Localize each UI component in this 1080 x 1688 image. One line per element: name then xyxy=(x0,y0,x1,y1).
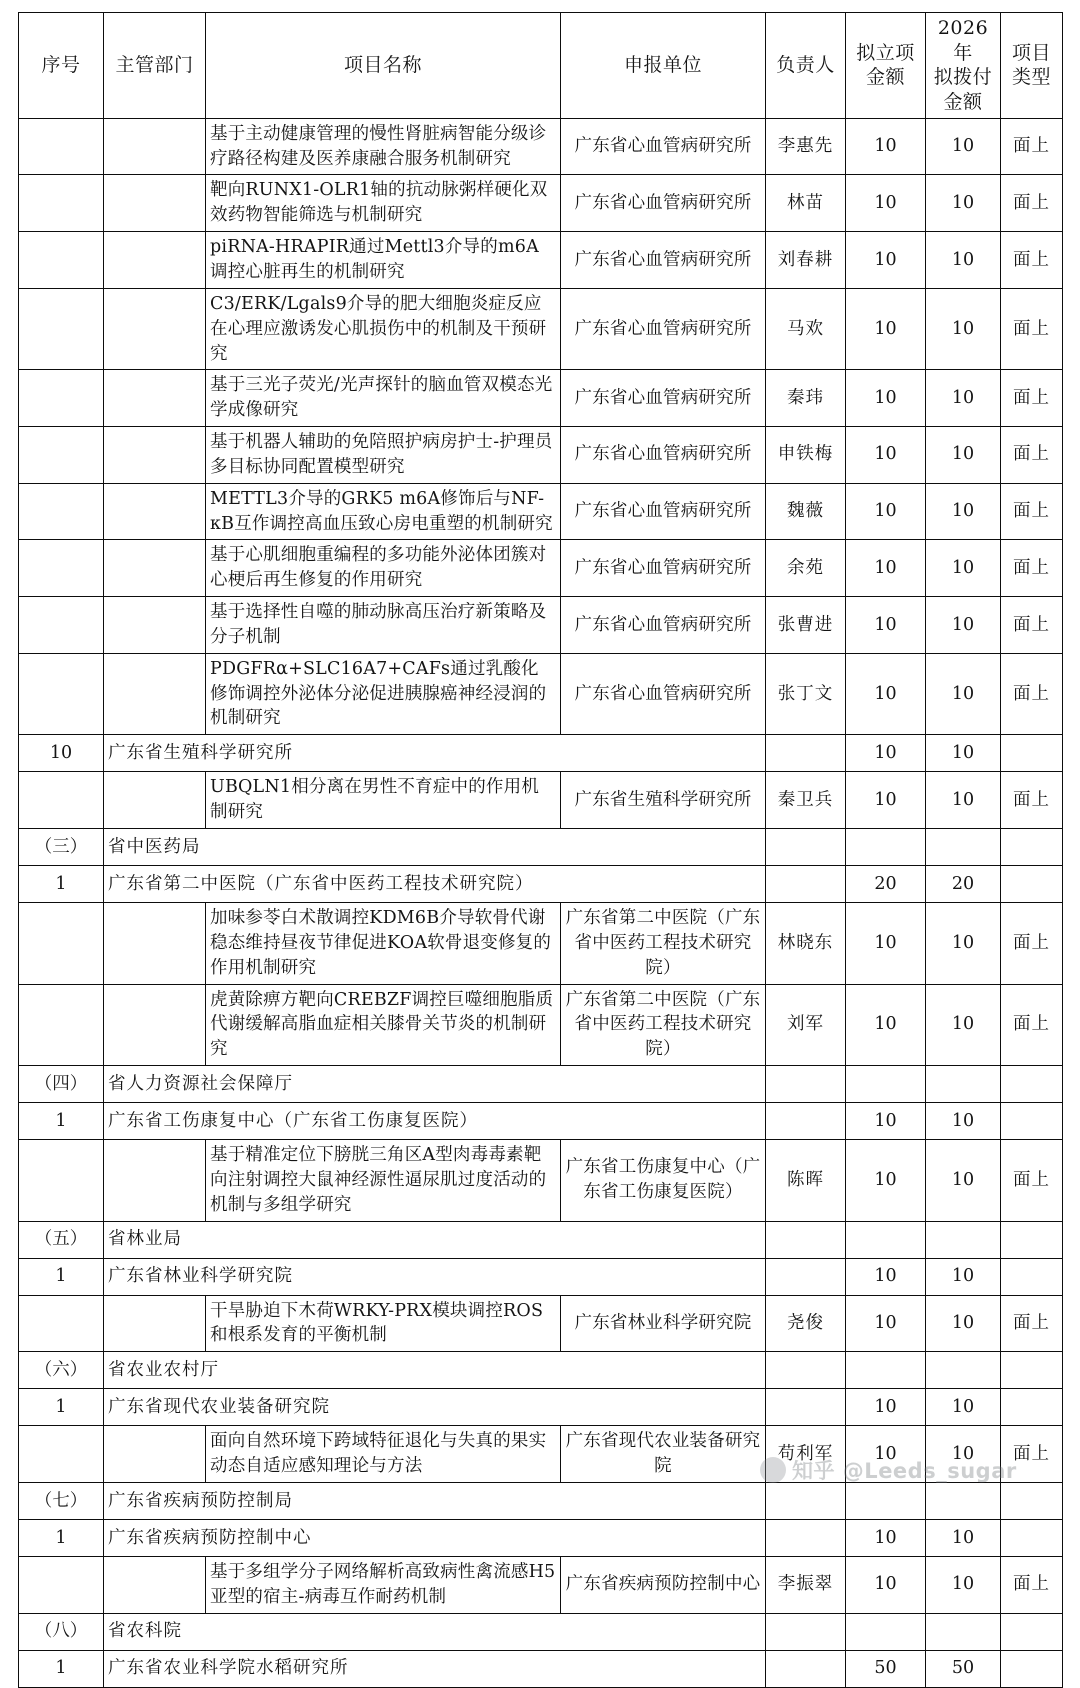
cell-proposed-amount: 10 xyxy=(846,1426,926,1483)
section-row xyxy=(19,1221,1063,1258)
cell-2026-allocation: 10 xyxy=(926,1103,1001,1140)
cell-proposed-amount: 10 xyxy=(846,232,926,289)
unit-total-row xyxy=(19,1258,1063,1295)
cell-project-type: 面上 xyxy=(1001,483,1063,540)
cell-person xyxy=(766,1103,846,1140)
table-row xyxy=(19,370,1063,427)
cell-proposed-amount: 10 xyxy=(846,1556,926,1613)
cell-person xyxy=(766,1221,846,1258)
cell-proposed-amount: 10 xyxy=(846,597,926,654)
cell-2026-allocation: 10 xyxy=(926,597,1001,654)
cell-seq: （四） xyxy=(19,1066,104,1103)
cell-proposed-amount: 10 xyxy=(846,1103,926,1140)
cell-applicant-unit: 广东省心血管病研究所 xyxy=(561,597,766,654)
unit-total-row xyxy=(19,866,1063,903)
cell-proposed-amount: 10 xyxy=(846,903,926,985)
cell-2026-allocation: 50 xyxy=(926,1650,1001,1687)
cell-applicant-unit: 广东省生殖科学研究所 xyxy=(561,772,766,829)
cell-project-type xyxy=(1001,1389,1063,1426)
column-header-2026-allocation xyxy=(926,13,1001,119)
table-row xyxy=(19,772,1063,829)
cell-2026-allocation: 10 xyxy=(926,1258,1001,1295)
table-row xyxy=(19,1426,1063,1483)
cell-seq xyxy=(19,288,104,370)
section-row xyxy=(19,1613,1063,1650)
project-type-line2: 类型 xyxy=(1011,66,1051,89)
cell-2026-allocation: 10 xyxy=(926,903,1001,985)
cell-proposed-amount: 10 xyxy=(846,653,926,735)
table-sheet xyxy=(18,12,1062,1688)
cell-person xyxy=(766,1482,846,1519)
table-row xyxy=(19,232,1063,289)
cell-proposed-amount: 10 xyxy=(846,1295,926,1352)
cell-dept xyxy=(104,288,206,370)
cell-person: 刘军 xyxy=(766,984,846,1066)
cell-2026-allocation: 10 xyxy=(926,1426,1001,1483)
unit-total-row xyxy=(19,1103,1063,1140)
cell-project-name: 基于多组学分子网络解析高致病性禽流感H5亚型的宿主-病毒互作耐药机制 xyxy=(206,1556,561,1613)
cell-project-type: 面上 xyxy=(1001,540,1063,597)
cell-applicant-unit: 广东省林业科学研究院 xyxy=(561,1295,766,1352)
allocation-line1: 2026年 xyxy=(937,17,989,64)
cell-seq xyxy=(19,232,104,289)
cell-project-type xyxy=(1001,1482,1063,1519)
cell-dept xyxy=(104,984,206,1066)
cell-seq: 1 xyxy=(19,1519,104,1556)
cell-project-type xyxy=(1001,866,1063,903)
cell-proposed-amount: 50 xyxy=(846,1650,926,1687)
table-body xyxy=(19,118,1063,1687)
cell-seq: 1 xyxy=(19,1258,104,1295)
cell-applicant-unit: 广东省现代农业装备研究院 xyxy=(561,1426,766,1483)
cell-2026-allocation xyxy=(926,1613,1001,1650)
cell-proposed-amount xyxy=(846,1352,926,1389)
cell-project-type: 面上 xyxy=(1001,427,1063,484)
cell-applicant-unit: 广东省工伤康复中心（广东省工伤康复医院） xyxy=(561,1140,766,1222)
cell-person: 林晓东 xyxy=(766,903,846,985)
cell-project-name: 虎黄除痹方靶向CREBZF调控巨噬细胞脂质代谢缓解高脂血症相关膝骨关节炎的机制研究 xyxy=(206,984,561,1066)
cell-2026-allocation: 10 xyxy=(926,288,1001,370)
unit-total-row xyxy=(19,1389,1063,1426)
cell-project-type xyxy=(1001,1103,1063,1140)
project-type-line1: 项目 xyxy=(1011,41,1051,64)
cell-proposed-amount xyxy=(846,829,926,866)
cell-proposed-amount: 10 xyxy=(846,1140,926,1222)
cell-2026-allocation: 10 xyxy=(926,483,1001,540)
cell-applicant-unit: 广东省心血管病研究所 xyxy=(561,427,766,484)
cell-project-type xyxy=(1001,829,1063,866)
cell-group-name: 省农科院 xyxy=(104,1613,766,1650)
cell-dept xyxy=(104,597,206,654)
table-row xyxy=(19,597,1063,654)
cell-person: 申铁梅 xyxy=(766,427,846,484)
table-header-row xyxy=(19,13,1063,119)
table-row xyxy=(19,903,1063,985)
cell-person xyxy=(766,829,846,866)
cell-seq xyxy=(19,772,104,829)
cell-seq xyxy=(19,540,104,597)
cell-person: 林苗 xyxy=(766,175,846,232)
unit-total-row xyxy=(19,1519,1063,1556)
cell-dept xyxy=(104,118,206,175)
cell-seq: （七） xyxy=(19,1482,104,1519)
proposed-amount-line1: 拟立项 xyxy=(856,41,915,64)
cell-2026-allocation: 10 xyxy=(926,653,1001,735)
table-row xyxy=(19,288,1063,370)
cell-group-name: 省中医药局 xyxy=(104,829,766,866)
cell-applicant-unit: 广东省心血管病研究所 xyxy=(561,653,766,735)
cell-dept xyxy=(104,483,206,540)
table-row xyxy=(19,483,1063,540)
section-row xyxy=(19,829,1063,866)
cell-proposed-amount: 10 xyxy=(846,118,926,175)
cell-proposed-amount: 10 xyxy=(846,370,926,427)
cell-person xyxy=(766,866,846,903)
cell-2026-allocation: 10 xyxy=(926,1389,1001,1426)
cell-person: 马欢 xyxy=(766,288,846,370)
cell-project-type: 面上 xyxy=(1001,1556,1063,1613)
cell-2026-allocation xyxy=(926,1482,1001,1519)
cell-2026-allocation xyxy=(926,1352,1001,1389)
cell-seq xyxy=(19,370,104,427)
cell-person xyxy=(766,1066,846,1103)
cell-project-type: 面上 xyxy=(1001,288,1063,370)
cell-proposed-amount: 10 xyxy=(846,984,926,1066)
cell-seq xyxy=(19,653,104,735)
cell-dept xyxy=(104,1426,206,1483)
cell-proposed-amount xyxy=(846,1613,926,1650)
cell-project-name: 基于三光子荧光/光声探针的脑血管双模态光学成像研究 xyxy=(206,370,561,427)
cell-group-name: 广东省农业科学院水稻研究所 xyxy=(104,1650,766,1687)
cell-proposed-amount xyxy=(846,1482,926,1519)
cell-2026-allocation: 10 xyxy=(926,540,1001,597)
cell-project-type: 面上 xyxy=(1001,1140,1063,1222)
cell-project-type: 面上 xyxy=(1001,370,1063,427)
cell-applicant-unit: 广东省心血管病研究所 xyxy=(561,370,766,427)
cell-applicant-unit: 广东省第二中医院（广东省中医药工程技术研究院） xyxy=(561,984,766,1066)
cell-2026-allocation: 10 xyxy=(926,735,1001,772)
cell-group-name: 广东省疾病预防控制局 xyxy=(104,1482,766,1519)
cell-2026-allocation: 10 xyxy=(926,772,1001,829)
cell-seq: 1 xyxy=(19,866,104,903)
cell-project-name: 靶向RUNX1-OLR1轴的抗动脉粥样硬化双效药物智能筛选与机制研究 xyxy=(206,175,561,232)
cell-applicant-unit: 广东省心血管病研究所 xyxy=(561,232,766,289)
cell-person: 张曹进 xyxy=(766,597,846,654)
table-row xyxy=(19,1556,1063,1613)
cell-seq xyxy=(19,427,104,484)
cell-project-type: 面上 xyxy=(1001,1295,1063,1352)
cell-seq xyxy=(19,1295,104,1352)
cell-proposed-amount: 10 xyxy=(846,540,926,597)
cell-group-name: 省林业局 xyxy=(104,1221,766,1258)
cell-proposed-amount: 10 xyxy=(846,175,926,232)
cell-person xyxy=(766,1650,846,1687)
table-row xyxy=(19,175,1063,232)
cell-proposed-amount: 10 xyxy=(846,427,926,484)
cell-project-type xyxy=(1001,735,1063,772)
section-row xyxy=(19,1482,1063,1519)
cell-person xyxy=(766,1613,846,1650)
allocation-line3: 金额 xyxy=(943,91,983,114)
cell-applicant-unit: 广东省心血管病研究所 xyxy=(561,288,766,370)
cell-project-name: 基于选择性自噬的肺动脉高压治疗新策略及分子机制 xyxy=(206,597,561,654)
section-row xyxy=(19,1066,1063,1103)
cell-person xyxy=(766,1389,846,1426)
column-header-proposed-amount xyxy=(846,13,926,119)
unit-total-row xyxy=(19,735,1063,772)
project-approval-table xyxy=(18,12,1063,1688)
cell-person xyxy=(766,1352,846,1389)
cell-dept xyxy=(104,1556,206,1613)
cell-person: 秦玮 xyxy=(766,370,846,427)
cell-project-type: 面上 xyxy=(1001,597,1063,654)
cell-seq: 10 xyxy=(19,735,104,772)
table-row xyxy=(19,540,1063,597)
cell-2026-allocation: 20 xyxy=(926,866,1001,903)
cell-seq: （八） xyxy=(19,1613,104,1650)
cell-proposed-amount: 10 xyxy=(846,483,926,540)
cell-2026-allocation xyxy=(926,1221,1001,1258)
cell-seq xyxy=(19,483,104,540)
cell-group-name: 广东省工伤康复中心（广东省工伤康复医院） xyxy=(104,1103,766,1140)
cell-2026-allocation xyxy=(926,1066,1001,1103)
table-row xyxy=(19,984,1063,1066)
cell-group-name: 广东省林业科学研究院 xyxy=(104,1258,766,1295)
cell-dept xyxy=(104,1295,206,1352)
cell-applicant-unit: 广东省心血管病研究所 xyxy=(561,118,766,175)
cell-dept xyxy=(104,540,206,597)
cell-seq: （六） xyxy=(19,1352,104,1389)
cell-person xyxy=(766,735,846,772)
cell-seq xyxy=(19,1140,104,1222)
cell-2026-allocation: 10 xyxy=(926,370,1001,427)
cell-applicant-unit: 广东省心血管病研究所 xyxy=(561,540,766,597)
cell-proposed-amount: 20 xyxy=(846,866,926,903)
cell-2026-allocation: 10 xyxy=(926,1519,1001,1556)
cell-dept xyxy=(104,175,206,232)
cell-project-name: 基于主动健康管理的慢性肾脏病智能分级诊疗路径构建及医养康融合服务机制研究 xyxy=(206,118,561,175)
cell-seq xyxy=(19,175,104,232)
cell-project-type xyxy=(1001,1066,1063,1103)
cell-dept xyxy=(104,370,206,427)
cell-2026-allocation: 10 xyxy=(926,1295,1001,1352)
cell-person: 李振翠 xyxy=(766,1556,846,1613)
table-row xyxy=(19,427,1063,484)
cell-project-name: 基于机器人辅助的免陪照护病房护士-护理员多目标协同配置模型研究 xyxy=(206,427,561,484)
cell-project-type xyxy=(1001,1258,1063,1295)
column-header-dept: 主管部门 xyxy=(104,13,206,119)
cell-dept xyxy=(104,903,206,985)
cell-seq: （三） xyxy=(19,829,104,866)
cell-dept xyxy=(104,1140,206,1222)
cell-applicant-unit: 广东省疾病预防控制中心 xyxy=(561,1556,766,1613)
cell-seq xyxy=(19,118,104,175)
cell-project-type xyxy=(1001,1650,1063,1687)
cell-project-name: METTL3介导的GRK5 m6A修饰后与NF-κB互作调控高血压致心房电重塑的机制研究 xyxy=(206,483,561,540)
cell-applicant-unit: 广东省心血管病研究所 xyxy=(561,175,766,232)
cell-seq xyxy=(19,903,104,985)
cell-person: 魏薇 xyxy=(766,483,846,540)
table-row xyxy=(19,1295,1063,1352)
cell-group-name: 省农业农村厅 xyxy=(104,1352,766,1389)
cell-project-name: 面向自然环境下跨域特征退化与失真的果实动态自适应感知理论与方法 xyxy=(206,1426,561,1483)
cell-seq xyxy=(19,984,104,1066)
cell-project-name: UBQLN1相分离在男性不育症中的作用机制研究 xyxy=(206,772,561,829)
cell-seq: （五） xyxy=(19,1221,104,1258)
section-row xyxy=(19,1352,1063,1389)
cell-proposed-amount xyxy=(846,1221,926,1258)
cell-dept xyxy=(104,427,206,484)
cell-dept xyxy=(104,653,206,735)
cell-project-type: 面上 xyxy=(1001,118,1063,175)
cell-group-name: 广东省生殖科学研究所 xyxy=(104,735,766,772)
table-row xyxy=(19,1140,1063,1222)
cell-person: 尧俊 xyxy=(766,1295,846,1352)
cell-project-name: 加味参苓白术散调控KDM6B介导软骨代谢稳态维持昼夜节律促进KOA软骨退变修复的作用机制研究 xyxy=(206,903,561,985)
cell-2026-allocation: 10 xyxy=(926,1556,1001,1613)
cell-project-type: 面上 xyxy=(1001,175,1063,232)
unit-total-row xyxy=(19,1650,1063,1687)
allocation-line2: 拟拨付 xyxy=(933,66,993,89)
cell-group-name: 省人力资源社会保障厅 xyxy=(104,1066,766,1103)
cell-project-type: 面上 xyxy=(1001,232,1063,289)
cell-proposed-amount: 10 xyxy=(846,735,926,772)
column-header-seq: 序号 xyxy=(19,13,104,119)
cell-2026-allocation: 10 xyxy=(926,427,1001,484)
cell-2026-allocation: 10 xyxy=(926,1140,1001,1222)
column-header-person: 负责人 xyxy=(766,13,846,119)
cell-group-name: 广东省现代农业装备研究院 xyxy=(104,1389,766,1426)
cell-person: 余苑 xyxy=(766,540,846,597)
cell-project-type xyxy=(1001,1352,1063,1389)
cell-person: 秦卫兵 xyxy=(766,772,846,829)
cell-person: 陈晖 xyxy=(766,1140,846,1222)
column-header-applicant-unit: 申报单位 xyxy=(561,13,766,119)
cell-proposed-amount: 10 xyxy=(846,772,926,829)
cell-project-type: 面上 xyxy=(1001,903,1063,985)
cell-2026-allocation: 10 xyxy=(926,984,1001,1066)
cell-seq: 1 xyxy=(19,1103,104,1140)
cell-seq: 1 xyxy=(19,1389,104,1426)
cell-seq: 1 xyxy=(19,1650,104,1687)
cell-seq xyxy=(19,597,104,654)
cell-project-type xyxy=(1001,1519,1063,1556)
cell-2026-allocation: 10 xyxy=(926,175,1001,232)
column-header-project-name: 项目名称 xyxy=(206,13,561,119)
cell-project-type: 面上 xyxy=(1001,1426,1063,1483)
cell-person: 苟利军 xyxy=(766,1426,846,1483)
cell-2026-allocation: 10 xyxy=(926,118,1001,175)
cell-dept xyxy=(104,772,206,829)
column-header-project-type xyxy=(1001,13,1063,119)
cell-proposed-amount: 10 xyxy=(846,1389,926,1426)
watermark-text: 知乎 @Leeds_sugar xyxy=(792,1459,1017,1483)
cell-seq xyxy=(19,1426,104,1483)
cell-dept xyxy=(104,232,206,289)
cell-group-name: 广东省疾病预防控制中心 xyxy=(104,1519,766,1556)
cell-project-type xyxy=(1001,1613,1063,1650)
cell-person: 张丁文 xyxy=(766,653,846,735)
cell-project-name: C3/ERK/Lgals9介导的肥大细胞炎症反应在心理应激诱发心肌损伤中的机制及干预研究 xyxy=(206,288,561,370)
cell-project-name: 干旱胁迫下木荷WRKY-PRX模块调控ROS和根系发育的平衡机制 xyxy=(206,1295,561,1352)
cell-project-name: 基于精准定位下膀胱三角区A型肉毒毒素靶向注射调控大鼠神经源性逼尿肌过度活动的机制与多组学研究 xyxy=(206,1140,561,1222)
cell-seq xyxy=(19,1556,104,1613)
cell-2026-allocation xyxy=(926,829,1001,866)
cell-project-type xyxy=(1001,1221,1063,1258)
cell-project-name: 基于心肌细胞重编程的多功能外泌体团簇对心梗后再生修复的作用研究 xyxy=(206,540,561,597)
cell-person xyxy=(766,1258,846,1295)
cell-project-type: 面上 xyxy=(1001,984,1063,1066)
cell-proposed-amount: 10 xyxy=(846,288,926,370)
cell-person: 李惠先 xyxy=(766,118,846,175)
cell-project-name: PDGFRα+SLC16A7+CAFs通过乳酸化修饰调控外泌体分泌促进胰腺癌神经浸润的机制研究 xyxy=(206,653,561,735)
cell-proposed-amount: 10 xyxy=(846,1519,926,1556)
cell-proposed-amount: 10 xyxy=(846,1258,926,1295)
cell-person xyxy=(766,1519,846,1556)
cell-applicant-unit: 广东省心血管病研究所 xyxy=(561,483,766,540)
cell-applicant-unit: 广东省第二中医院（广东省中医药工程技术研究院） xyxy=(561,903,766,985)
cell-2026-allocation: 10 xyxy=(926,232,1001,289)
cell-person: 刘春耕 xyxy=(766,232,846,289)
cell-project-name: piRNA-HRAPIR通过Mettl3介导的m6A调控心脏再生的机制研究 xyxy=(206,232,561,289)
table-row xyxy=(19,653,1063,735)
cell-group-name: 广东省第二中医院（广东省中医药工程技术研究院） xyxy=(104,866,766,903)
cell-project-type: 面上 xyxy=(1001,653,1063,735)
cell-project-type: 面上 xyxy=(1001,772,1063,829)
cell-proposed-amount xyxy=(846,1066,926,1103)
proposed-amount-line2: 金额 xyxy=(865,66,905,89)
table-row xyxy=(19,118,1063,175)
